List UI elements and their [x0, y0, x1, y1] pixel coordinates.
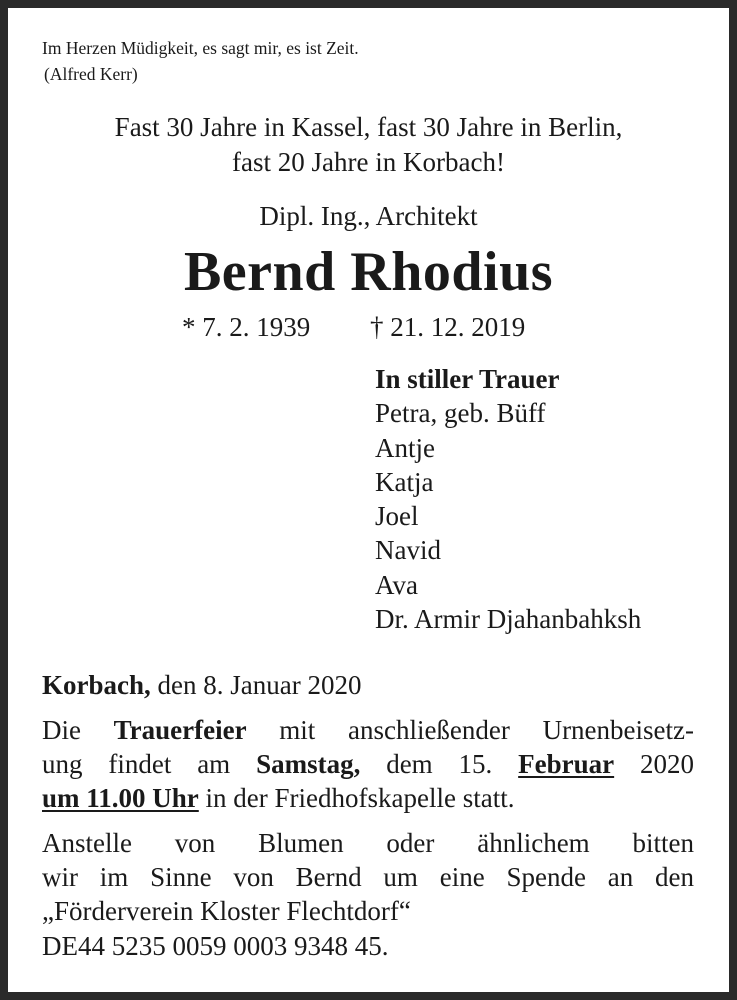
- mourners-heading: In stiller Trauer: [375, 364, 560, 394]
- ceremony-line-3: um 11.00 Uhr in der Friedhofskapelle statt.: [42, 783, 515, 814]
- deceased-title: Dipl. Ing., Architekt: [259, 201, 478, 231]
- places-line-2: fast 20 Jahre in Korbach!: [232, 147, 505, 177]
- ceremony-line-1: Die Trauerfeier mit anschließender Urnenbeisetz-: [42, 715, 694, 745]
- quote-text: Im Herzen Müdigkeit, es sagt mir, es ist Zeit.: [42, 38, 359, 58]
- ceremony-line-2: ung findet am Samstag, dem 15. Februar 2020: [42, 749, 695, 780]
- ceremony-day: Samstag,: [256, 749, 361, 780]
- place-date-line: [42, 668, 694, 702]
- mourner-name: Joel: [375, 501, 419, 532]
- mourner-name: Antje: [375, 432, 435, 463]
- donation-iban: DE44 5235 0059 0003 9348 45.: [42, 930, 389, 961]
- donation-paragraph: [42, 826, 694, 963]
- ceremony-event: Trauerfeier: [113, 715, 247, 745]
- death-date: † 21. 12. 2019: [370, 312, 526, 342]
- donation-line-2: wir im Sinne von Bernd um eine Spende an den: [42, 862, 694, 893]
- mourner-name: Ava: [375, 569, 418, 600]
- donation-line-1: Anstelle von Blumen oder ähnlichem bitten: [42, 828, 694, 858]
- places-line-1: Fast 30 Jahre in Kassel, fast 30 Jahre in Berlin,: [114, 112, 623, 142]
- notice-date: den 8. Januar 2020: [157, 670, 362, 700]
- place-name: Korbach,: [42, 670, 151, 700]
- mourners-list: [375, 362, 641, 636]
- donation-recipient: „Förderverein Kloster Flechtdorf“: [42, 896, 411, 927]
- mourner-name: Dr. Armir Djahanbahksh: [375, 604, 642, 635]
- ceremony-paragraph: [42, 713, 694, 816]
- deceased-name: Bernd Rhodius: [183, 241, 554, 303]
- ceremony-month: Februar: [518, 749, 615, 780]
- mourner-name: Navid: [375, 535, 441, 566]
- quote-author: (Alfred Kerr): [44, 64, 138, 84]
- ceremony-time: um 11.00 Uhr: [42, 783, 199, 814]
- mourner-name: Katja: [375, 466, 434, 497]
- birth-date: * 7. 2. 1939: [182, 312, 311, 342]
- mourner-name: Petra, geb. Büff: [375, 398, 546, 429]
